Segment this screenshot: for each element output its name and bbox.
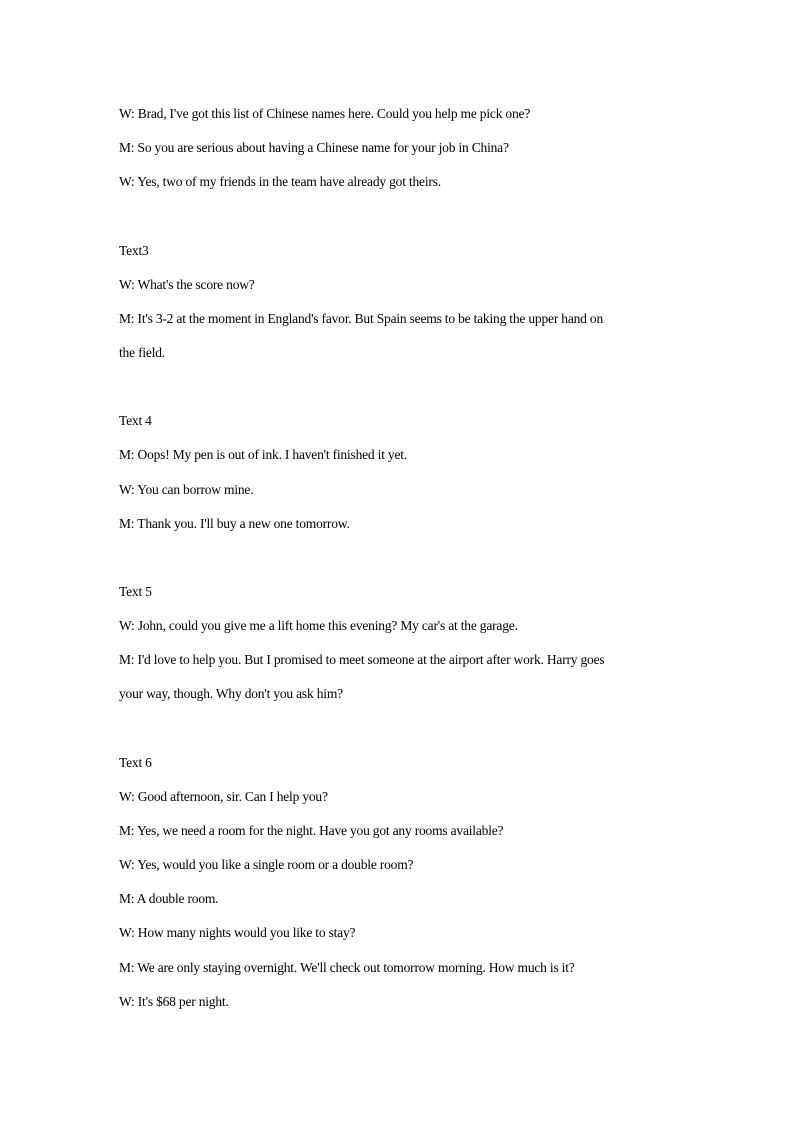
dialogue-line: M: So you are serious about having a Chinese name for your job in China? <box>119 140 509 156</box>
dialogue-line: your way, though. Why don't you ask him? <box>119 686 343 702</box>
dialogue-line: W: John, could you give me a lift home this evening? My car's at the garage. <box>119 618 518 634</box>
dialogue-line: W: Yes, two of my friends in the team have already got theirs. <box>119 174 441 190</box>
dialogue-line: M: A double room. <box>119 891 219 907</box>
dialogue-line: M: It's 3-2 at the moment in England's favor. But Spain seems to be taking the upper hand on <box>119 310 604 326</box>
dialogue-line: W: How many nights would you like to stay? <box>119 925 356 941</box>
paragraph-gap <box>119 541 659 575</box>
section-heading: Text 4 <box>119 413 152 429</box>
dialogue-line: W: Yes, would you like a single room or a double room? <box>119 857 414 873</box>
section-heading: Text 5 <box>119 583 152 599</box>
transcript-body <box>119 97 659 1019</box>
dialogue-line: M: Oops! My pen is out of ink. I haven't finished it yet. <box>119 447 407 463</box>
dialogue-line: W: Good afternoon, sir. Can I help you? <box>119 788 328 804</box>
section-heading: Text3 <box>119 242 149 258</box>
dialogue-line: M: Thank you. I'll buy a new one tomorrow. <box>119 515 350 531</box>
paragraph-gap <box>119 199 659 233</box>
dialogue-line: W: What's the score now? <box>119 276 255 292</box>
paragraph-gap <box>119 370 659 404</box>
paragraph-gap <box>119 712 659 746</box>
dialogue-line: M: We are only staying overnight. We'll check out tomorrow morning. How much is it? <box>119 959 575 975</box>
dialogue-line: the field. <box>119 344 165 360</box>
dialogue-line: W: You can borrow mine. <box>119 481 254 497</box>
dialogue-line: W: Brad, I've got this list of Chinese names here. Could you help me pick one? <box>119 106 531 121</box>
dialogue-line: W: It's $68 per night. <box>119 993 229 1009</box>
dialogue-line: M: Yes, we need a room for the night. Have you got any rooms available? <box>119 822 504 838</box>
section-heading: Text 6 <box>119 754 152 770</box>
dialogue-line: M: I'd love to help you. But I promised to meet someone at the airport after work. Harry goes <box>119 652 605 668</box>
